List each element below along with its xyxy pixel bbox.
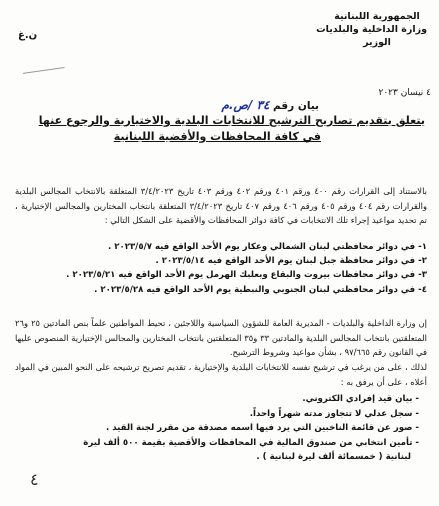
reference-code: ن.غ bbox=[18, 30, 38, 41]
requirement-item: - صور عن قائمة الناخبين التي يرد فيها اسمه مصدقة من مقرر لجنة القيد . bbox=[105, 423, 419, 433]
requirement-item: - سجل عدلي لا تتجاوز مدته شهراً واحداً. bbox=[249, 408, 419, 419]
statement-label: بيان رقم bbox=[273, 100, 319, 112]
election-schedule-list bbox=[66, 240, 427, 297]
requirements-list bbox=[83, 392, 419, 465]
schedule-item: ٣- في دوائر محافظات بيروت والبقاع وبعلبك الهرمل يوم الأحد الواقع فيه ٢٠٢٣/٥/٢١ . bbox=[66, 270, 427, 281]
candidacy-paragraph: لذلك ، على من يرغب في ترشيح نفسه للانتخابات البلدية والإختيارية ، تقديم تصريح ترشيحه على النحو المبين في المواد أعلاه ، على أن يرفق به : bbox=[15, 362, 427, 387]
ministry-name: وزارة الداخلية والبلديات bbox=[316, 24, 427, 35]
requirement-item: - تأمين انتخابي من صندوق المالية في المحافظات والأقضية بقيمة ٥٠٠ ألف ليرة bbox=[83, 437, 419, 448]
letterhead bbox=[316, 10, 427, 49]
body-paragraph: إن وزارة الداخلية والبلديات - المديرية العامة للشؤون السياسية واللاجئين ، تحيط المواطنين علماً بنص المادتين ٢٥ و٢٦ المتعلقتين بانتخاب المجالس البلدية والمادتين ٣٣ و٣٥ المتعلقتين بانتخاب المختارين والمجالس الإختيارية المنصوص عليها في القانون رقم ٩٧/٦٦٥ ، بشأن مواعيد وشروط الترشيح. bbox=[15, 318, 428, 357]
document-title-line-1: يتعلق بتقديم تصاريح الترشيح للانتخابات البلدية والاختيارية والرجوع عنها bbox=[38, 114, 425, 127]
schedule-item: ٤- في دوائر محافظتي لبنان الجنوبي والنبطية يوم الأحد الواقع فيه ٢٠٢٣/٥/٢٨ . bbox=[94, 284, 427, 295]
handwritten-mark bbox=[21, 57, 64, 74]
schedule-item: ٢- في دوائر محافظة جبل لبنان يوم الأحد الواقع فيه ٢٠٢٣/٥/١٤ . bbox=[155, 256, 427, 267]
minister-title: الوزير bbox=[363, 37, 391, 48]
schedule-item: ١- في دوائر محافظتي لبنان الشمالي وعكار يوم الأحد الواقع فيه ٢٠٢٣/٥/٧ . bbox=[107, 242, 427, 252]
document-title-line-2: في كافة المحافظات والأقضية اللبنانية bbox=[113, 130, 321, 143]
page-number: ٤ bbox=[30, 470, 39, 489]
requirement-item: لبنانية ( خمسمائة ألف ليرة لبنانية ) . bbox=[256, 452, 411, 462]
document-date: ٤ نيسان ٢٠٢٣ bbox=[378, 88, 431, 98]
intro-paragraph: بالاستناد إلى القرارات رقم ٤٠٠ ورقم ٤٠١ ورقم ٤٠٢ ورقم ٤٠٣ تاريخ ٣/٤/٢٠٢٣ المتعلقة بالانتخاب المجالس البلدية والقرارات رقم ٤٠٤ ورقم ٤٠٥ ورقم ٤٠٦ ورقم ٤٠٧ تاريخ ٣/٤/٢٠٢٣ المتعلقة بانتخاب المختارين والمجالس الإختيارية ، تم تحديد مواعيد إجراء تلك الانتخابات في كافة دوائر المحافظات والأقضية على الشكل التالي : bbox=[15, 186, 428, 225]
statement-handwritten-number: ٣٤ /ص.م bbox=[221, 98, 270, 112]
republic-name: الجمهورية اللبنانية bbox=[334, 11, 420, 22]
requirement-item: - بيان قيد إفرادي الكتروني. bbox=[302, 394, 419, 404]
statement-number bbox=[221, 98, 319, 112]
